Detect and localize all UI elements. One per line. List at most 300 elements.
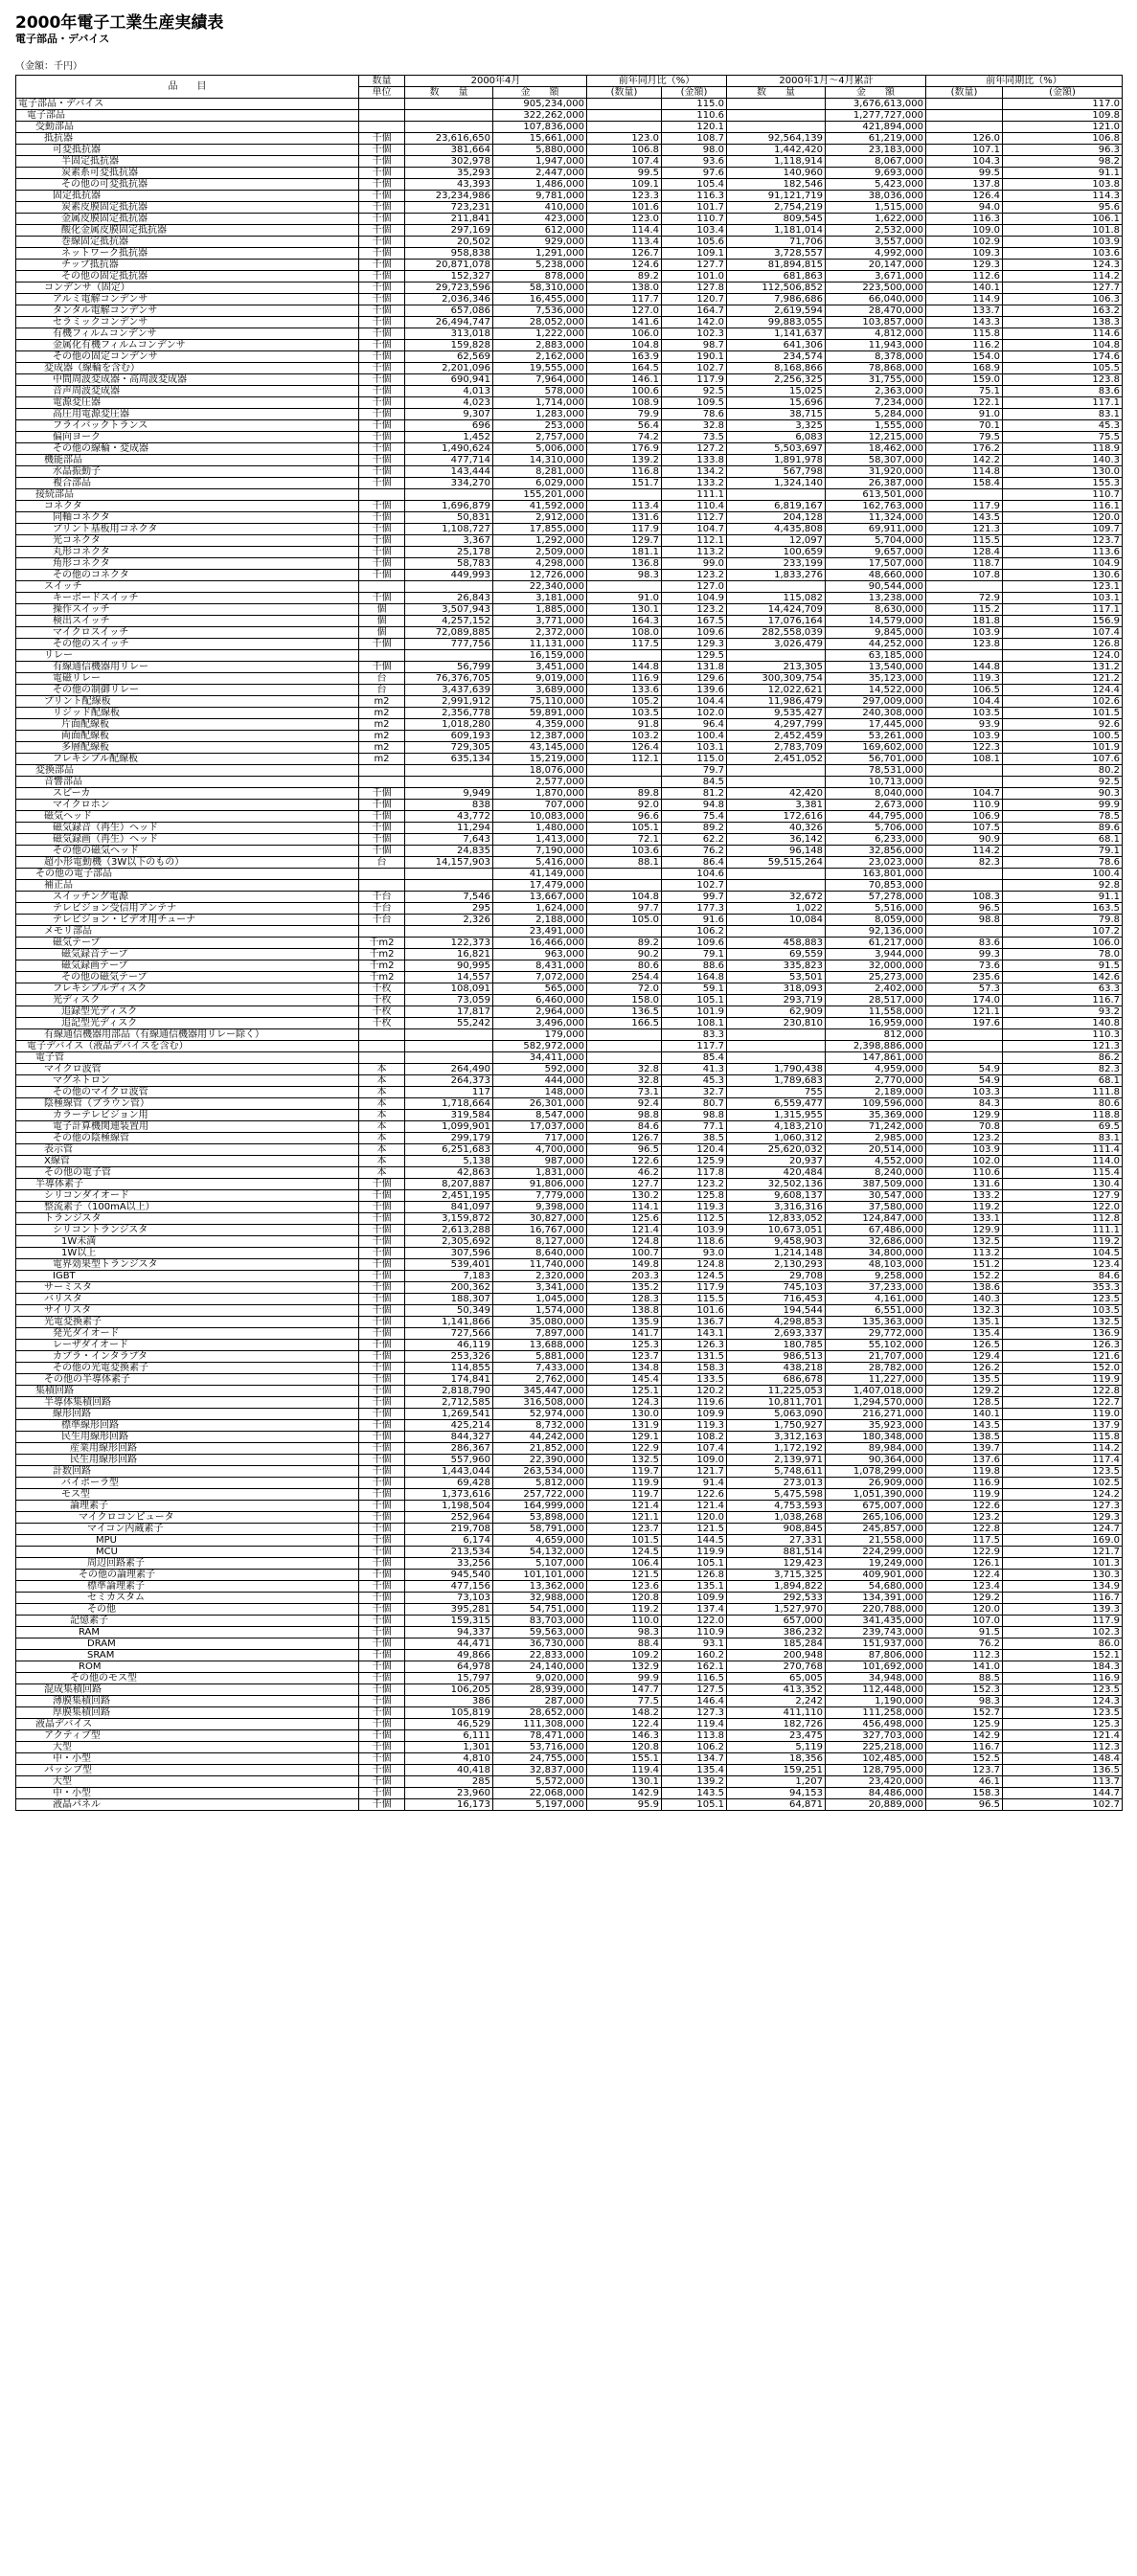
cum-amount-pct-cell: 80.2: [1003, 765, 1123, 777]
amount-pct-cell: 126.3: [662, 1340, 727, 1351]
cum-qty-cell: 292,533: [727, 1593, 826, 1604]
qty-pct-cell: 125.1: [587, 1386, 662, 1397]
item-cell: スピーカ: [16, 788, 359, 800]
qty-pct-cell: 254.4: [587, 972, 662, 983]
cum-qty-cell: 2,130,293: [727, 1259, 826, 1271]
qty-pct-cell: [587, 581, 662, 593]
amount-cell: 1,870,000: [493, 788, 587, 800]
table-row: [16, 1075, 1123, 1087]
cum-qty-pct-cell: [926, 489, 1003, 501]
cum-qty-cell: 686,678: [727, 1374, 826, 1386]
cum-amount-pct-cell: 91.1: [1003, 168, 1123, 179]
cum-amount-cell: 20,514,000: [826, 1144, 926, 1156]
cum-amount-pct-cell: 111.8: [1003, 1087, 1123, 1098]
amount-cell: 19,555,000: [493, 363, 587, 374]
table-row: [16, 1144, 1123, 1156]
qty-cell: 2,326: [405, 915, 493, 926]
cum-qty-cell: 293,719: [727, 995, 826, 1006]
cum-amount-pct-cell: 86.0: [1003, 1638, 1123, 1650]
amount-cell: 28,939,000: [493, 1684, 587, 1696]
amount-cell: 30,827,000: [493, 1213, 587, 1225]
cum-amount-pct-cell: 123.4: [1003, 1259, 1123, 1271]
cum-amount-pct-cell: 125.3: [1003, 1719, 1123, 1730]
qty-pct-cell: 32.8: [587, 1064, 662, 1075]
cum-qty-cell: 413,352: [727, 1684, 826, 1696]
qty-pct-cell: 203.3: [587, 1271, 662, 1282]
cum-qty-pct-cell: 119.9: [926, 1489, 1003, 1501]
unit-cell: 千個: [359, 409, 405, 420]
qty-pct-cell: 151.7: [587, 478, 662, 489]
header-row-1: [16, 76, 1123, 87]
qty-cell: 50,831: [405, 512, 493, 524]
qty-pct-cell: 74.2: [587, 432, 662, 443]
unit-cell: 台: [359, 857, 405, 869]
cum-qty-cell: 2,754,219: [727, 202, 826, 214]
cum-qty-cell: 9,458,903: [727, 1236, 826, 1248]
cum-amount-pct-cell: 156.9: [1003, 616, 1123, 627]
table-row: [16, 650, 1123, 662]
amount-pct-cell: 125.8: [662, 1190, 727, 1202]
amount-cell: 3,771,000: [493, 616, 587, 627]
amount-pct-cell: 45.3: [662, 1075, 727, 1087]
qty-pct-cell: 122.9: [587, 1443, 662, 1455]
table-row: [16, 1524, 1123, 1535]
item-cell: マイクロスイッチ: [16, 627, 359, 639]
qty-pct-cell: [587, 99, 662, 110]
amount-pct-cell: 101.6: [662, 1305, 727, 1317]
amount-cell: 717,000: [493, 1133, 587, 1144]
amount-pct-cell: 103.4: [662, 225, 727, 237]
cum-qty-cell: 32,502,136: [727, 1179, 826, 1190]
cum-qty-pct-cell: [926, 1029, 1003, 1041]
qty-pct-cell: 99.9: [587, 1673, 662, 1684]
cum-amount-cell: 78,531,000: [826, 765, 926, 777]
amount-pct-cell: 121.7: [662, 1466, 727, 1478]
unit-cell: m2: [359, 731, 405, 742]
cum-amount-pct-cell: 80.6: [1003, 1098, 1123, 1110]
amount-cell: 7,433,000: [493, 1363, 587, 1374]
cum-amount-pct-cell: 106.1: [1003, 214, 1123, 225]
qty-cell: 285: [405, 1776, 493, 1788]
item-cell: 抵抗器: [16, 133, 359, 145]
amount-cell: 5,572,000: [493, 1776, 587, 1788]
cum-amount-cell: 134,391,000: [826, 1593, 926, 1604]
amount-pct-cell: 98.0: [662, 145, 727, 156]
unit-cell: 個: [359, 616, 405, 627]
cum-qty-cell: 17,076,164: [727, 616, 826, 627]
qty-pct-cell: 135.9: [587, 1317, 662, 1328]
qty-pct-cell: 130.1: [587, 604, 662, 616]
qty-pct-cell: 133.6: [587, 685, 662, 696]
cum-qty-pct-cell: 82.3: [926, 857, 1003, 869]
cum-amount-pct-cell: 105.5: [1003, 363, 1123, 374]
cum-amount-cell: 84,486,000: [826, 1788, 926, 1799]
cum-amount-cell: 1,190,000: [826, 1696, 926, 1707]
cum-amount-cell: 5,516,000: [826, 903, 926, 915]
qty-cell: 1,696,879: [405, 501, 493, 512]
cum-qty-cell: [727, 110, 826, 122]
cum-amount-pct-cell: 119.2: [1003, 1236, 1123, 1248]
cum-qty-pct-cell: 114.9: [926, 294, 1003, 305]
cum-amount-cell: 6,551,000: [826, 1305, 926, 1317]
table-row: [16, 535, 1123, 547]
cum-qty-cell: 18,356: [727, 1753, 826, 1765]
qty-cell: 3,367: [405, 535, 493, 547]
cum-amount-cell: 19,249,000: [826, 1558, 926, 1570]
amount-pct-cell: 98.7: [662, 340, 727, 351]
item-cell: 産業用線形回路: [16, 1443, 359, 1455]
qty-pct-cell: 131.6: [587, 512, 662, 524]
table-row: [16, 754, 1123, 765]
amount-cell: 148,000: [493, 1087, 587, 1098]
amount-pct-cell: 91.4: [662, 1478, 727, 1489]
qty-cell: 1,443,044: [405, 1466, 493, 1478]
amount-cell: 34,411,000: [493, 1052, 587, 1064]
amount-cell: 4,659,000: [493, 1535, 587, 1547]
cum-qty-cell: 986,513: [727, 1351, 826, 1363]
item-cell: 金属皮膜固定抵抗器: [16, 214, 359, 225]
amount-cell: 13,362,000: [493, 1581, 587, 1593]
cum-amount-pct-cell: 102.5: [1003, 1478, 1123, 1489]
amount-cell: 345,447,000: [493, 1386, 587, 1397]
qty-cell: 40,418: [405, 1765, 493, 1776]
unit-cell: 千個: [359, 547, 405, 558]
qty-cell: 4,810: [405, 1753, 493, 1765]
amount-pct-cell: 133.8: [662, 455, 727, 466]
qty-pct-cell: 121.1: [587, 1512, 662, 1524]
amount-pct-cell: 160.2: [662, 1650, 727, 1661]
cum-qty-cell: 38,715: [727, 409, 826, 420]
cum-qty-cell: 1,442,420: [727, 145, 826, 156]
amount-pct-cell: 32.7: [662, 1087, 727, 1098]
table-row: [16, 593, 1123, 604]
col-cum-header: 2000年1月～4月累計: [727, 76, 926, 87]
item-cell: 半導体集積回路: [16, 1397, 359, 1409]
cum-qty-pct-cell: 91.5: [926, 1627, 1003, 1638]
amount-cell: 6,460,000: [493, 995, 587, 1006]
unit-cell: 千個: [359, 225, 405, 237]
qty-pct-cell: 149.8: [587, 1259, 662, 1271]
amount-cell: 2,762,000: [493, 1374, 587, 1386]
unit-cell: 千個: [359, 214, 405, 225]
unit-cell: 千個: [359, 191, 405, 202]
cum-qty-cell: 12,022,621: [727, 685, 826, 696]
qty-pct-cell: 127.7: [587, 1179, 662, 1190]
amount-cell: 592,000: [493, 1064, 587, 1075]
cum-qty-pct-cell: 110.6: [926, 1167, 1003, 1179]
cum-amount-pct-cell: 116.7: [1003, 995, 1123, 1006]
cum-amount-cell: 4,812,000: [826, 328, 926, 340]
cum-qty-cell: 100,659: [727, 547, 826, 558]
table-row: [16, 1386, 1123, 1397]
qty-cell: 26,494,747: [405, 317, 493, 328]
qty-pct-cell: 107.4: [587, 156, 662, 168]
amount-pct-cell: 117.9: [662, 1282, 727, 1294]
table-row: [16, 1328, 1123, 1340]
cum-qty-pct-cell: [926, 110, 1003, 122]
cum-qty-pct-cell: 132.5: [926, 1236, 1003, 1248]
amount-pct-cell: 127.3: [662, 1707, 727, 1719]
cum-amount-cell: 34,800,000: [826, 1248, 926, 1259]
cum-qty-pct-cell: 108.1: [926, 754, 1003, 765]
cum-qty-pct-cell: 70.8: [926, 1121, 1003, 1133]
unit-cell: 千個: [359, 1627, 405, 1638]
item-cell: 磁気ヘッド: [16, 811, 359, 823]
table-row: [16, 857, 1123, 869]
qty-pct-cell: 122.6: [587, 1156, 662, 1167]
qty-pct-cell: 110.0: [587, 1616, 662, 1627]
cum-amount-cell: 341,435,000: [826, 1616, 926, 1627]
table-row: [16, 524, 1123, 535]
qty-cell: 15,797: [405, 1673, 493, 1684]
item-cell: 中・小型: [16, 1788, 359, 1799]
cum-amount-pct-cell: 144.7: [1003, 1788, 1123, 1799]
item-cell: その他の陰極線管: [16, 1133, 359, 1144]
cum-qty-cell: 94,153: [727, 1788, 826, 1799]
qty-pct-cell: 146.3: [587, 1730, 662, 1742]
unit-cell: 千個: [359, 800, 405, 811]
table-row: [16, 1512, 1123, 1524]
qty-cell: 188,307: [405, 1294, 493, 1305]
qty-pct-cell: 147.7: [587, 1684, 662, 1696]
cum-amount-pct-cell: 68.1: [1003, 834, 1123, 846]
cum-qty-pct-cell: 129.9: [926, 1225, 1003, 1236]
cum-qty-cell: 4,297,799: [727, 719, 826, 731]
amount-pct-cell: 129.3: [662, 639, 727, 650]
qty-pct-cell: 113.4: [587, 237, 662, 248]
cum-amount-cell: 409,901,000: [826, 1570, 926, 1581]
cum-qty-pct-cell: 126.5: [926, 1340, 1003, 1351]
unit-cell: 千個: [359, 1753, 405, 1765]
item-cell: 標準論理素子: [16, 1581, 359, 1593]
cum-amount-pct-cell: 131.2: [1003, 662, 1123, 673]
unit-cell: 千個: [359, 374, 405, 386]
item-cell: 光コネクタ: [16, 535, 359, 547]
cum-qty-cell: 234,574: [727, 351, 826, 363]
cum-qty-pct-cell: 54.9: [926, 1064, 1003, 1075]
cum-amount-cell: 675,007,000: [826, 1501, 926, 1512]
cum-amount-pct-cell: 109.8: [1003, 110, 1123, 122]
col-cum-qty-pct-header: (数量): [926, 87, 1003, 99]
amount-cell: 410,000: [493, 202, 587, 214]
qty-cell: 24,835: [405, 846, 493, 857]
cum-amount-cell: 7,234,000: [826, 397, 926, 409]
unit-cell: 本: [359, 1133, 405, 1144]
cum-amount-pct-cell: 127.3: [1003, 1501, 1123, 1512]
table-row: [16, 1673, 1123, 1684]
unit-cell: m2: [359, 754, 405, 765]
amount-cell: 3,496,000: [493, 1018, 587, 1029]
table-row: [16, 1478, 1123, 1489]
cum-amount-cell: 30,547,000: [826, 1190, 926, 1202]
unit-cell: [359, 1029, 405, 1041]
cum-amount-cell: 2,673,000: [826, 800, 926, 811]
cum-amount-cell: 1,051,390,000: [826, 1489, 926, 1501]
qty-pct-cell: 100.7: [587, 1248, 662, 1259]
amount-cell: 3,341,000: [493, 1282, 587, 1294]
cum-qty-cell: [727, 765, 826, 777]
qty-pct-cell: 127.0: [587, 305, 662, 317]
cum-amount-cell: 70,853,000: [826, 880, 926, 892]
table-row: [16, 1443, 1123, 1455]
item-cell: コンデンサ（固定）: [16, 282, 359, 294]
cum-qty-pct-cell: 96.5: [926, 903, 1003, 915]
cum-qty-pct-cell: 174.0: [926, 995, 1003, 1006]
item-cell: MPU: [16, 1535, 359, 1547]
cum-amount-pct-cell: 123.7: [1003, 535, 1123, 547]
cum-amount-pct-cell: 69.5: [1003, 1121, 1123, 1133]
table-row: [16, 1696, 1123, 1707]
unit-cell: 千個: [359, 1328, 405, 1340]
item-cell: 半導体素子: [16, 1179, 359, 1190]
qty-cell: [405, 1029, 493, 1041]
table-row: [16, 662, 1123, 673]
qty-pct-cell: 103.5: [587, 708, 662, 719]
qty-pct-cell: 123.7: [587, 1524, 662, 1535]
amount-pct-cell: 102.7: [662, 880, 727, 892]
amount-pct-cell: 97.6: [662, 168, 727, 179]
cum-qty-cell: 567,798: [727, 466, 826, 478]
amount-pct-cell: 120.0: [662, 1512, 727, 1524]
unit-cell: 千個: [359, 1420, 405, 1432]
unit-cell: m2: [359, 696, 405, 708]
cum-amount-cell: 66,040,000: [826, 294, 926, 305]
qty-cell: 26,843: [405, 593, 493, 604]
item-cell: その他の固定コンデンサ: [16, 351, 359, 363]
amount-cell: 2,372,000: [493, 627, 587, 639]
qty-cell: 252,964: [405, 1512, 493, 1524]
table-row: [16, 685, 1123, 696]
table-row: [16, 133, 1123, 145]
unit-cell: 千台: [359, 915, 405, 926]
cum-qty-cell: 1,894,822: [727, 1581, 826, 1593]
cum-qty-cell: 2,452,459: [727, 731, 826, 742]
cum-qty-pct-cell: 123.2: [926, 1133, 1003, 1144]
cum-qty-cell: 2,783,709: [727, 742, 826, 754]
qty-pct-cell: 135.2: [587, 1282, 662, 1294]
table-row: [16, 1432, 1123, 1443]
unit-cell: m2: [359, 708, 405, 719]
amount-pct-cell: 75.4: [662, 811, 727, 823]
cum-qty-pct-cell: 122.6: [926, 1501, 1003, 1512]
qty-cell: 1,490,624: [405, 443, 493, 455]
table-row: [16, 1638, 1123, 1650]
unit-cell: 千個: [359, 662, 405, 673]
cum-qty-cell: 12,833,052: [727, 1213, 826, 1225]
table-row: [16, 122, 1123, 133]
cum-amount-cell: 163,801,000: [826, 869, 926, 880]
item-cell: 半固定抵抗器: [16, 156, 359, 168]
amount-pct-cell: 109.6: [662, 627, 727, 639]
qty-pct-cell: 166.5: [587, 1018, 662, 1029]
cum-amount-pct-cell: 114.2: [1003, 1443, 1123, 1455]
cum-amount-pct-cell: 120.0: [1003, 512, 1123, 524]
cum-qty-cell: 3,316,316: [727, 1202, 826, 1213]
qty-cell: 1,269,541: [405, 1409, 493, 1420]
table-row: [16, 765, 1123, 777]
amount-cell: 1,947,000: [493, 156, 587, 168]
amount-pct-cell: 177.3: [662, 903, 727, 915]
item-cell: 固定抵抗器: [16, 191, 359, 202]
amount-cell: 59,563,000: [493, 1627, 587, 1638]
item-cell: 追記型光ディスク: [16, 1018, 359, 1029]
table-row: [16, 846, 1123, 857]
table-row: [16, 1121, 1123, 1133]
cum-qty-cell: 10,673,051: [727, 1225, 826, 1236]
cum-amount-cell: 1,515,000: [826, 202, 926, 214]
cum-amount-pct-cell: 83.1: [1003, 1133, 1123, 1144]
amount-pct-cell: 101.7: [662, 202, 727, 214]
table-row: [16, 512, 1123, 524]
cum-qty-pct-cell: 140.1: [926, 282, 1003, 294]
cum-qty-pct-cell: 94.0: [926, 202, 1003, 214]
table-row: [16, 708, 1123, 719]
table-row: [16, 1455, 1123, 1466]
cum-qty-cell: 745,103: [727, 1282, 826, 1294]
amount-pct-cell: 131.5: [662, 1351, 727, 1363]
qty-cell: 108,091: [405, 983, 493, 995]
cum-qty-pct-cell: 123.8: [926, 639, 1003, 650]
cum-amount-cell: 54,680,000: [826, 1581, 926, 1593]
amount-pct-cell: 115.0: [662, 754, 727, 765]
qty-pct-cell: 148.2: [587, 1707, 662, 1719]
item-cell: ROM: [16, 1661, 359, 1673]
qty-cell: 72,089,885: [405, 627, 493, 639]
unit-cell: 千個: [359, 1271, 405, 1282]
table-row: [16, 604, 1123, 616]
cum-amount-cell: 9,693,000: [826, 168, 926, 179]
qty-cell: 49,866: [405, 1650, 493, 1661]
cum-qty-cell: 200,948: [727, 1650, 826, 1661]
unit-cell: 本: [359, 1121, 405, 1133]
table-row: [16, 639, 1123, 650]
cum-amount-pct-cell: 121.3: [1003, 1041, 1123, 1052]
item-cell: 大型: [16, 1776, 359, 1788]
item-cell: フライバックトランス: [16, 420, 359, 432]
item-cell: マイクロホン: [16, 800, 359, 811]
table-row: [16, 1018, 1123, 1029]
col-qty-header: 数 量: [405, 87, 493, 99]
cum-amount-cell: 162,763,000: [826, 501, 926, 512]
amount-cell: 2,577,000: [493, 777, 587, 788]
table-row: [16, 696, 1123, 708]
cum-qty-pct-cell: 129.9: [926, 1110, 1003, 1121]
unit-cell: 千個: [359, 1719, 405, 1730]
qty-cell: 381,664: [405, 145, 493, 156]
report-subtitle: 電子部品・デバイス: [15, 33, 110, 45]
cum-amount-cell: 31,920,000: [826, 466, 926, 478]
cum-amount-cell: 12,215,000: [826, 432, 926, 443]
cum-amount-pct-cell: 106.8: [1003, 133, 1123, 145]
cum-qty-cell: 25,620,032: [727, 1144, 826, 1156]
amount-pct-cell: 110.9: [662, 1627, 727, 1638]
cum-amount-cell: 8,059,000: [826, 915, 926, 926]
amount-pct-cell: 113.2: [662, 547, 727, 558]
qty-cell: 73,059: [405, 995, 493, 1006]
qty-pct-cell: 88.1: [587, 857, 662, 869]
cum-qty-pct-cell: 142.9: [926, 1730, 1003, 1742]
amount-pct-cell: 59.1: [662, 983, 727, 995]
unit-cell: 千個: [359, 1547, 405, 1558]
qty-cell: 3,159,872: [405, 1213, 493, 1225]
amount-cell: 52,974,000: [493, 1409, 587, 1420]
qty-cell: 46,529: [405, 1719, 493, 1730]
cum-qty-pct-cell: 84.3: [926, 1098, 1003, 1110]
qty-pct-cell: 145.4: [587, 1374, 662, 1386]
qty-cell: 557,960: [405, 1455, 493, 1466]
cum-qty-cell: 386,232: [727, 1627, 826, 1638]
amount-cell: 35,080,000: [493, 1317, 587, 1328]
